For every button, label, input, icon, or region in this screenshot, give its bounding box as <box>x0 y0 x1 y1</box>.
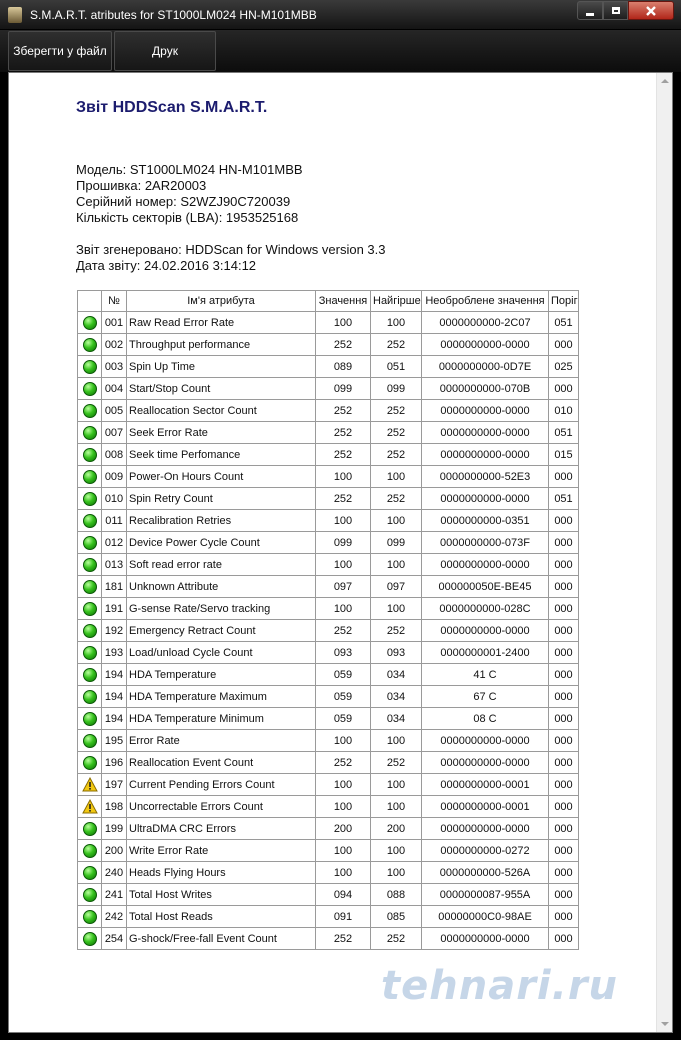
status-cell <box>78 884 102 906</box>
attribute-raw-value: 0000000000-0001 <box>422 774 549 796</box>
attribute-worst: 034 <box>371 708 422 730</box>
attribute-threshold: 000 <box>549 752 579 774</box>
attribute-id: 013 <box>102 554 127 576</box>
header-raw-value: Необроблене значення <box>422 291 549 312</box>
attribute-name: Spin Retry Count <box>127 488 316 510</box>
status-ok-icon <box>83 382 97 396</box>
status-ok-icon <box>83 910 97 924</box>
attribute-id: 010 <box>102 488 127 510</box>
app-icon <box>8 7 22 23</box>
print-button[interactable]: Друк <box>114 31 216 71</box>
status-ok-icon <box>83 822 97 836</box>
header-threshold: Поріг <box>549 291 579 312</box>
attribute-id: 254 <box>102 928 127 950</box>
status-cell <box>78 444 102 466</box>
attribute-worst: 252 <box>371 928 422 950</box>
status-cell <box>78 818 102 840</box>
attribute-threshold: 000 <box>549 818 579 840</box>
attribute-id: 191 <box>102 598 127 620</box>
status-ok-icon <box>83 360 97 374</box>
status-ok-icon <box>83 338 97 352</box>
attribute-raw-value: 0000000000-0000 <box>422 752 549 774</box>
attribute-id: 199 <box>102 818 127 840</box>
attribute-raw-value: 0000000000-0000 <box>422 334 549 356</box>
attribute-value: 059 <box>316 708 371 730</box>
table-header-row <box>78 291 579 312</box>
attribute-raw-value: 0000000001-2400 <box>422 642 549 664</box>
attribute-value: 100 <box>316 554 371 576</box>
attribute-threshold: 000 <box>549 598 579 620</box>
attribute-worst: 099 <box>371 532 422 554</box>
attribute-worst: 252 <box>371 620 422 642</box>
attribute-id: 004 <box>102 378 127 400</box>
status-cell <box>78 356 102 378</box>
status-ok-icon <box>83 602 97 616</box>
attribute-threshold: 000 <box>549 334 579 356</box>
table-row <box>78 906 579 928</box>
attribute-raw-value: 0000000000-0000 <box>422 730 549 752</box>
status-ok-icon <box>83 558 97 572</box>
attribute-raw-value: 41 C <box>422 664 549 686</box>
table-row <box>78 334 579 356</box>
attribute-raw-value: 0000000000-2C07 <box>422 312 549 334</box>
status-ok-icon <box>83 448 97 462</box>
attribute-raw-value: 0000000000-0000 <box>422 422 549 444</box>
scroll-up-icon[interactable] <box>661 79 669 83</box>
attribute-name: Power-On Hours Count <box>127 466 316 488</box>
attribute-name: Write Error Rate <box>127 840 316 862</box>
attribute-threshold: 000 <box>549 906 579 928</box>
status-cell <box>78 928 102 950</box>
status-ok-icon <box>83 668 97 682</box>
table-row <box>78 598 579 620</box>
attribute-name: Emergency Retract Count <box>127 620 316 642</box>
attribute-raw-value: 0000000000-070B <box>422 378 549 400</box>
status-cell <box>78 576 102 598</box>
attribute-threshold: 000 <box>549 708 579 730</box>
attribute-threshold: 000 <box>549 730 579 752</box>
attribute-raw-value: 0000000000-073F <box>422 532 549 554</box>
table-row <box>78 312 579 334</box>
attribute-value: 100 <box>316 312 371 334</box>
attribute-id: 012 <box>102 532 127 554</box>
table-row <box>78 818 579 840</box>
attribute-worst: 051 <box>371 356 422 378</box>
status-cell <box>78 598 102 620</box>
attribute-threshold: 000 <box>549 796 579 818</box>
attribute-name: Uncorrectable Errors Count <box>127 796 316 818</box>
attribute-worst: 200 <box>371 818 422 840</box>
attribute-value: 252 <box>316 752 371 774</box>
attribute-id: 011 <box>102 510 127 532</box>
attribute-worst: 252 <box>371 422 422 444</box>
table-row <box>78 686 579 708</box>
table-row <box>78 620 579 642</box>
attribute-name: G-shock/Free-fall Event Count <box>127 928 316 950</box>
close-icon <box>645 5 657 17</box>
attribute-id: 195 <box>102 730 127 752</box>
attribute-threshold: 000 <box>549 686 579 708</box>
report-title: Звіт HDDScan S.M.A.R.T. <box>76 99 268 116</box>
status-ok-icon <box>83 646 97 660</box>
attribute-threshold: 000 <box>549 576 579 598</box>
minimize-icon <box>586 13 594 16</box>
attribute-raw-value: 0000000000-028C <box>422 598 549 620</box>
attribute-name: Reallocation Event Count <box>127 752 316 774</box>
attribute-value: 100 <box>316 730 371 752</box>
status-cell <box>78 334 102 356</box>
attribute-worst: 034 <box>371 686 422 708</box>
attribute-raw-value: 0000000000-0000 <box>422 444 549 466</box>
header-worst: Найгірше <box>371 291 422 312</box>
attribute-worst: 100 <box>371 510 422 532</box>
attribute-id: 200 <box>102 840 127 862</box>
report-view <box>8 72 673 1033</box>
attribute-id: 194 <box>102 664 127 686</box>
status-ok-icon <box>83 404 97 418</box>
attribute-id: 198 <box>102 796 127 818</box>
attribute-id: 001 <box>102 312 127 334</box>
attribute-worst: 100 <box>371 554 422 576</box>
table-row <box>78 642 579 664</box>
smart-table <box>77 290 579 950</box>
attribute-threshold: 000 <box>549 884 579 906</box>
attribute-value: 100 <box>316 774 371 796</box>
table-row <box>78 796 579 818</box>
attribute-id: 240 <box>102 862 127 884</box>
attribute-worst: 100 <box>371 466 422 488</box>
attribute-name: Unknown Attribute <box>127 576 316 598</box>
status-cell <box>78 422 102 444</box>
attribute-threshold: 000 <box>549 554 579 576</box>
status-cell <box>78 378 102 400</box>
attribute-raw-value: 0000000000-0000 <box>422 488 549 510</box>
attribute-raw-value: 000000050E-BE45 <box>422 576 549 598</box>
attribute-worst: 100 <box>371 730 422 752</box>
attribute-id: 003 <box>102 356 127 378</box>
attribute-value: 200 <box>316 818 371 840</box>
status-cell <box>78 686 102 708</box>
maximize-icon <box>612 7 620 14</box>
table-row <box>78 444 579 466</box>
attribute-raw-value: 08 C <box>422 708 549 730</box>
table-row <box>78 884 579 906</box>
attribute-raw-value: 0000000000-52E3 <box>422 466 549 488</box>
status-ok-icon <box>83 580 97 594</box>
attribute-threshold: 015 <box>549 444 579 466</box>
toolbar <box>0 30 681 72</box>
attribute-value: 094 <box>316 884 371 906</box>
table-row <box>78 774 579 796</box>
attribute-name: Reallocation Sector Count <box>127 400 316 422</box>
attribute-id: 005 <box>102 400 127 422</box>
status-ok-icon <box>83 492 97 506</box>
attribute-threshold: 000 <box>549 620 579 642</box>
window-title: S.M.A.R.T. atributes for ST1000LM024 HN-M101MBB <box>30 8 317 22</box>
attribute-value: 097 <box>316 576 371 598</box>
warning-icon <box>82 777 98 792</box>
scroll-down-icon[interactable] <box>661 1022 669 1026</box>
status-cell <box>78 466 102 488</box>
attribute-threshold: 000 <box>549 928 579 950</box>
attribute-threshold: 000 <box>549 378 579 400</box>
save-to-file-button[interactable]: Зберегти у файл <box>8 31 112 71</box>
attribute-name: G-sense Rate/Servo tracking <box>127 598 316 620</box>
vertical-scrollbar[interactable] <box>656 73 672 1032</box>
status-ok-icon <box>83 844 97 858</box>
status-cell <box>78 532 102 554</box>
table-row <box>78 466 579 488</box>
attribute-raw-value: 0000000000-0000 <box>422 818 549 840</box>
header-attribute-name: Ім'я атрибута <box>127 291 316 312</box>
attribute-id: 002 <box>102 334 127 356</box>
status-ok-icon <box>83 932 97 946</box>
attribute-id: 193 <box>102 642 127 664</box>
attribute-name: Error Rate <box>127 730 316 752</box>
status-ok-icon <box>83 470 97 484</box>
status-ok-icon <box>83 624 97 638</box>
attribute-value: 252 <box>316 422 371 444</box>
attribute-worst: 088 <box>371 884 422 906</box>
attribute-id: 008 <box>102 444 127 466</box>
status-cell <box>78 664 102 686</box>
header-value: Значення <box>316 291 371 312</box>
attribute-value: 100 <box>316 598 371 620</box>
status-ok-icon <box>83 712 97 726</box>
attribute-raw-value: 0000000000-526A <box>422 862 549 884</box>
status-ok-icon <box>83 690 97 704</box>
serial-line: Серійний номер: S2WZJ90C720039 <box>76 194 291 209</box>
attribute-id: 197 <box>102 774 127 796</box>
attribute-worst: 252 <box>371 752 422 774</box>
status-cell <box>78 796 102 818</box>
attribute-name: Recalibration Retries <box>127 510 316 532</box>
attribute-name: Spin Up Time <box>127 356 316 378</box>
attribute-value: 252 <box>316 928 371 950</box>
status-ok-icon <box>83 316 97 330</box>
attribute-value: 093 <box>316 642 371 664</box>
attribute-name: Current Pending Errors Count <box>127 774 316 796</box>
attribute-id: 192 <box>102 620 127 642</box>
generated-line: Звіт згенеровано: HDDScan for Windows version 3.3 <box>76 242 386 257</box>
status-cell <box>78 510 102 532</box>
attribute-worst: 252 <box>371 400 422 422</box>
attribute-value: 100 <box>316 466 371 488</box>
status-ok-icon <box>83 536 97 550</box>
attribute-worst: 100 <box>371 862 422 884</box>
table-row <box>78 928 579 950</box>
attribute-raw-value: 0000000000-0351 <box>422 510 549 532</box>
attribute-threshold: 000 <box>549 466 579 488</box>
attribute-id: 241 <box>102 884 127 906</box>
attribute-worst: 100 <box>371 840 422 862</box>
status-cell <box>78 642 102 664</box>
attribute-worst: 100 <box>371 796 422 818</box>
header-number: № <box>102 291 127 312</box>
table-row <box>78 422 579 444</box>
header-status <box>78 291 102 312</box>
attribute-name: Device Power Cycle Count <box>127 532 316 554</box>
attribute-threshold: 000 <box>549 642 579 664</box>
table-row <box>78 400 579 422</box>
attribute-raw-value: 00000000C0-98AE <box>422 906 549 928</box>
window-title-bar <box>0 0 681 30</box>
attribute-name: HDA Temperature Maximum <box>127 686 316 708</box>
status-ok-icon <box>83 426 97 440</box>
attribute-id: 007 <box>102 422 127 444</box>
attribute-raw-value: 0000000000-0001 <box>422 796 549 818</box>
attribute-threshold: 025 <box>549 356 579 378</box>
attribute-name: HDA Temperature <box>127 664 316 686</box>
status-ok-icon <box>83 866 97 880</box>
attribute-worst: 085 <box>371 906 422 928</box>
status-cell <box>78 620 102 642</box>
sectors-line: Кількість секторів (LBA): 1953525168 <box>76 210 299 225</box>
attribute-worst: 252 <box>371 444 422 466</box>
attribute-value: 091 <box>316 906 371 928</box>
attribute-raw-value: 0000000087-955A <box>422 884 549 906</box>
status-cell <box>78 708 102 730</box>
attribute-value: 100 <box>316 796 371 818</box>
attribute-value: 252 <box>316 488 371 510</box>
attribute-raw-value: 0000000000-0000 <box>422 620 549 642</box>
attribute-threshold: 000 <box>549 840 579 862</box>
attribute-threshold: 000 <box>549 862 579 884</box>
attribute-worst: 252 <box>371 488 422 510</box>
attribute-value: 059 <box>316 664 371 686</box>
table-row <box>78 488 579 510</box>
attribute-threshold: 000 <box>549 664 579 686</box>
attribute-name: UltraDMA CRC Errors <box>127 818 316 840</box>
attribute-value: 100 <box>316 840 371 862</box>
status-cell <box>78 312 102 334</box>
table-row <box>78 752 579 774</box>
status-ok-icon <box>83 514 97 528</box>
table-row <box>78 730 579 752</box>
attribute-worst: 100 <box>371 312 422 334</box>
status-cell <box>78 752 102 774</box>
table-row <box>78 554 579 576</box>
maximize-button[interactable] <box>603 1 628 20</box>
report-content <box>9 73 657 1032</box>
attribute-threshold: 051 <box>549 312 579 334</box>
table-row <box>78 840 579 862</box>
attribute-value: 252 <box>316 334 371 356</box>
attribute-threshold: 051 <box>549 422 579 444</box>
report-date-line: Дата звіту: 24.02.2016 3:14:12 <box>76 258 257 273</box>
attribute-threshold: 000 <box>549 532 579 554</box>
status-ok-icon <box>83 734 97 748</box>
attribute-id: 181 <box>102 576 127 598</box>
attribute-value: 099 <box>316 378 371 400</box>
attribute-name: Heads Flying Hours <box>127 862 316 884</box>
attribute-name: Load/unload Cycle Count <box>127 642 316 664</box>
table-row <box>78 356 579 378</box>
attribute-name: Start/Stop Count <box>127 378 316 400</box>
status-cell <box>78 554 102 576</box>
table-row <box>78 576 579 598</box>
attribute-id: 194 <box>102 708 127 730</box>
watermark: tehnari.ru <box>381 963 619 1009</box>
attribute-value: 252 <box>316 620 371 642</box>
attribute-name: Throughput performance <box>127 334 316 356</box>
attribute-raw-value: 67 C <box>422 686 549 708</box>
attribute-threshold: 010 <box>549 400 579 422</box>
status-ok-icon <box>83 756 97 770</box>
status-cell <box>78 862 102 884</box>
attribute-worst: 252 <box>371 334 422 356</box>
attribute-id: 009 <box>102 466 127 488</box>
attribute-name: Raw Read Error Rate <box>127 312 316 334</box>
table-row <box>78 664 579 686</box>
attribute-worst: 100 <box>371 774 422 796</box>
attribute-value: 100 <box>316 510 371 532</box>
attribute-name: Total Host Reads <box>127 906 316 928</box>
close-button[interactable] <box>628 1 674 20</box>
attribute-raw-value: 0000000000-0000 <box>422 400 549 422</box>
attribute-threshold: 051 <box>549 488 579 510</box>
attribute-value: 089 <box>316 356 371 378</box>
attribute-name: HDA Temperature Minimum <box>127 708 316 730</box>
model-line: Модель: ST1000LM024 HN-M101MBB <box>76 162 303 177</box>
attribute-worst: 100 <box>371 598 422 620</box>
attribute-value: 099 <box>316 532 371 554</box>
attribute-name: Soft read error rate <box>127 554 316 576</box>
attribute-name: Total Host Writes <box>127 884 316 906</box>
status-cell <box>78 488 102 510</box>
table-row <box>78 862 579 884</box>
attribute-id: 196 <box>102 752 127 774</box>
attribute-raw-value: 0000000000-0000 <box>422 928 549 950</box>
attribute-id: 242 <box>102 906 127 928</box>
attribute-threshold: 000 <box>549 510 579 532</box>
attribute-value: 059 <box>316 686 371 708</box>
attribute-id: 194 <box>102 686 127 708</box>
attribute-raw-value: 0000000000-0D7E <box>422 356 549 378</box>
attribute-name: Seek time Perfomance <box>127 444 316 466</box>
status-cell <box>78 840 102 862</box>
attribute-value: 252 <box>316 400 371 422</box>
attribute-worst: 034 <box>371 664 422 686</box>
warning-icon <box>82 799 98 814</box>
attribute-worst: 097 <box>371 576 422 598</box>
table-row <box>78 708 579 730</box>
attribute-value: 252 <box>316 444 371 466</box>
table-row <box>78 378 579 400</box>
table-row <box>78 532 579 554</box>
status-cell <box>78 730 102 752</box>
status-cell <box>78 774 102 796</box>
status-ok-icon <box>83 888 97 902</box>
table-row <box>78 510 579 532</box>
attribute-raw-value: 0000000000-0000 <box>422 554 549 576</box>
attribute-threshold: 000 <box>549 774 579 796</box>
attribute-worst: 093 <box>371 642 422 664</box>
attribute-raw-value: 0000000000-0272 <box>422 840 549 862</box>
firmware-line: Прошивка: 2AR20003 <box>76 178 207 193</box>
attribute-value: 100 <box>316 862 371 884</box>
attribute-worst: 099 <box>371 378 422 400</box>
minimize-button[interactable] <box>577 1 603 20</box>
status-cell <box>78 400 102 422</box>
attribute-name: Seek Error Rate <box>127 422 316 444</box>
status-cell <box>78 906 102 928</box>
